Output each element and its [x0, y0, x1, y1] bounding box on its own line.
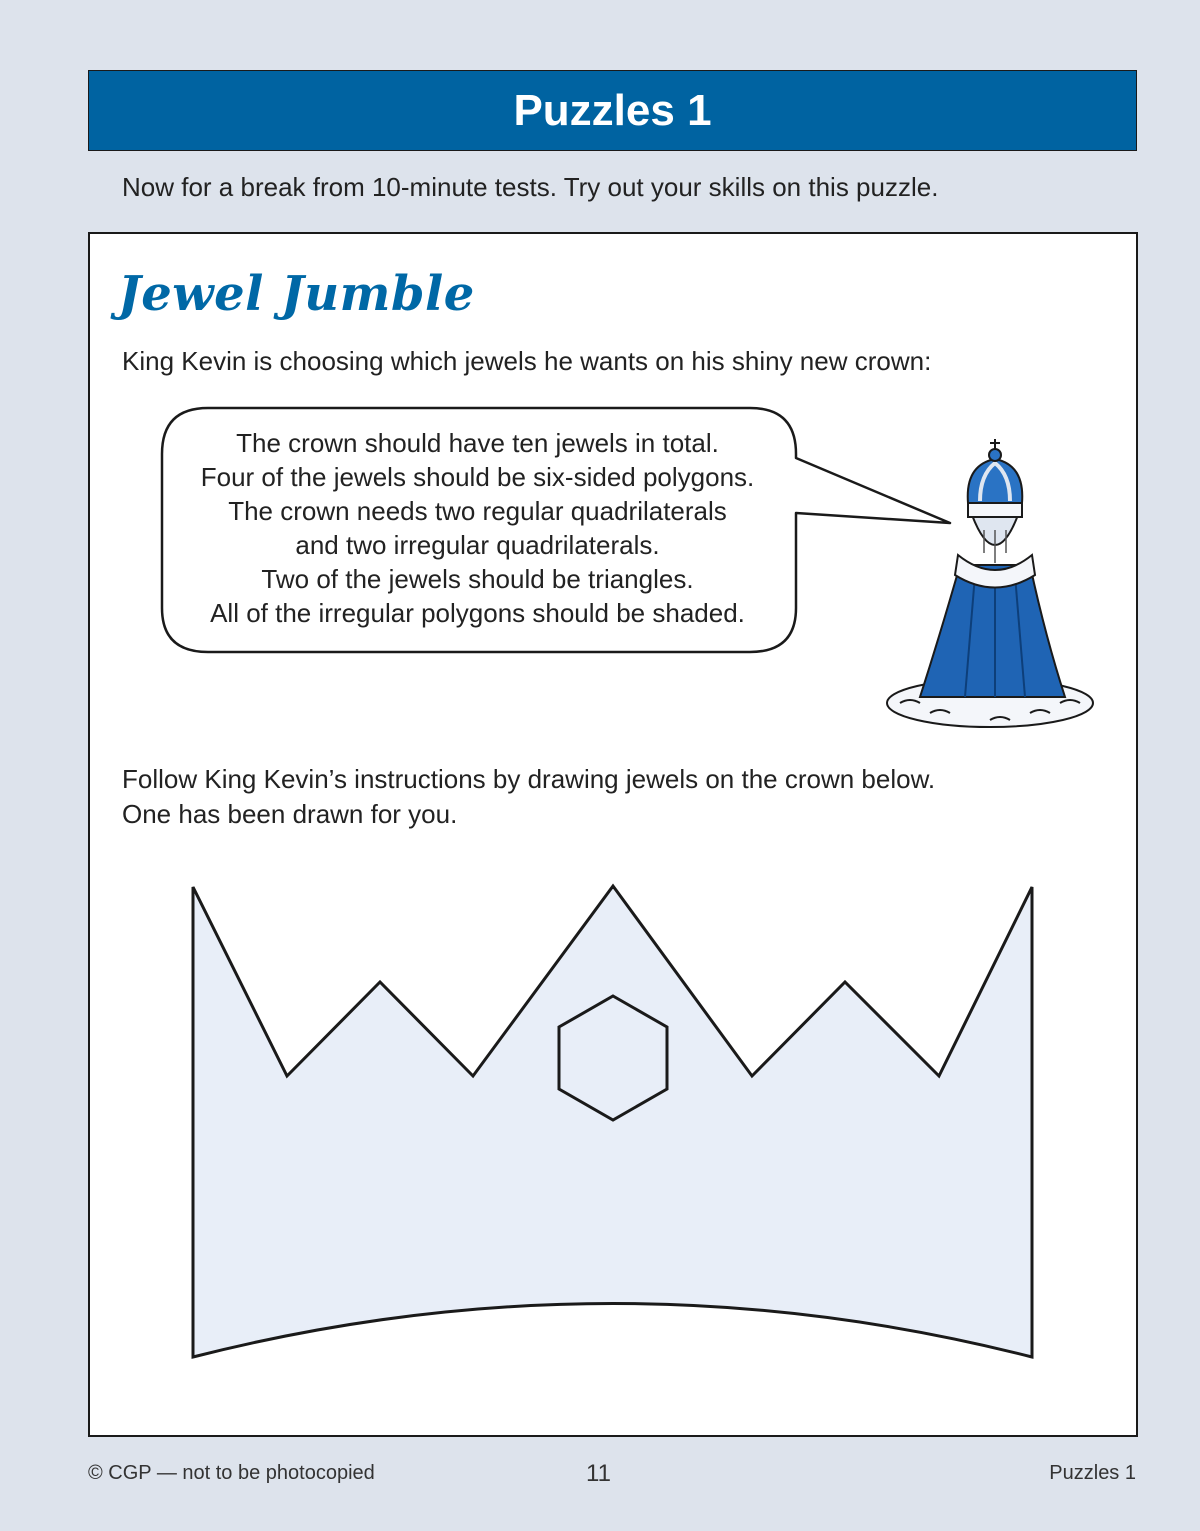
speech-line: All of the irregular polygons should be shaded.	[210, 598, 745, 628]
footer-section: Puzzles 1	[1049, 1462, 1136, 1484]
king-kevin-illustration	[880, 435, 1100, 735]
footer-copyright: © CGP — not to be photocopied	[88, 1462, 375, 1484]
footer-page-number: 11	[586, 1460, 611, 1487]
speech-line: The crown should have ten jewels in total.	[236, 428, 719, 458]
speech-bubble-text	[165, 426, 790, 630]
speech-line: Four of the jewels should be six-sided polygons.	[200, 462, 755, 492]
puzzle-title: Jewel Jumble	[118, 266, 475, 322]
puzzle-lead-text: King Kevin is choosing which jewels he wants on his shiny new crown:	[122, 346, 932, 376]
crown-outline	[193, 886, 1032, 1357]
instruction-line: One has been drawn for you.	[122, 799, 458, 829]
page-title: Puzzles 1	[513, 85, 712, 135]
speech-line: Two of the jewels should be triangles.	[261, 564, 694, 594]
speech-line: and two irregular quadrilaterals.	[295, 530, 660, 560]
intro-text: Now for a break from 10-minute tests. Try out your skills on this puzzle.	[122, 172, 939, 202]
crown-drawing	[180, 870, 1050, 1370]
instruction-text	[122, 762, 935, 832]
header-bar	[88, 70, 1137, 151]
speech-line: The crown needs two regular quadrilaterals	[228, 496, 727, 526]
instruction-line: Follow King Kevin’s instructions by drawing jewels on the crown below.	[122, 764, 936, 794]
